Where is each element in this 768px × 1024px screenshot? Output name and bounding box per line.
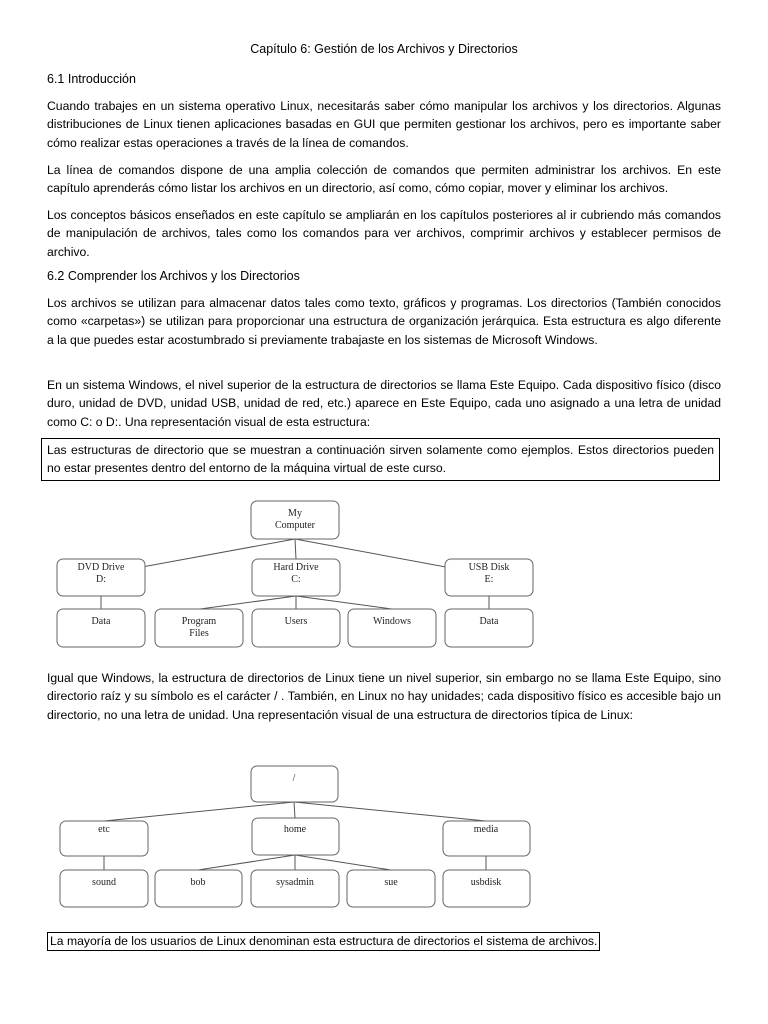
note-box: Las estructuras de directorio que se muestran a continuación sirven solamente como ejemplos. Estos directorios pueden no estar presentes dentro del entorno de la máquina virtual de este curso. <box>41 438 720 481</box>
section-heading-intro: 6.1 Introducción <box>47 72 136 86</box>
label-pf-l1: Program <box>181 616 217 627</box>
label-sound: sound <box>92 877 116 888</box>
label-etc: etc <box>98 824 110 835</box>
paragraph-files-1: Los archivos se utilizan para almacenar datos tales como texto, gráficos y programas. Los directorios (También conocidos como «carpetas») se utilizan para proporcionar una estructura de organización jerárquica. Esta estructura es algo diferente a la que puedes estar acostumbrado si previamente trabajaste en los sistemas de Microsoft Windows. <box>47 296 721 347</box>
label-home: home <box>283 824 307 835</box>
label-usb-data: Data <box>479 616 499 627</box>
edge-hdd-windows <box>296 596 392 609</box>
label-usb-l2: E: <box>484 574 494 585</box>
node-users <box>252 609 340 647</box>
label-sue: sue <box>384 877 398 888</box>
node-linux-root <box>251 766 338 802</box>
label-users: Users <box>284 616 308 627</box>
paragraph-intro-2: La línea de comandos dispone de una amplia colección de comandos que permiten administrar los archivos. En este capítulo aprenderás cómo listar los archivos en un directorio, así como, cómo copiar, mover y eliminar los archivos. <box>47 163 721 196</box>
edge-root-hdd <box>295 539 296 559</box>
label-hdd-l1: Hard Drive <box>273 562 319 573</box>
paragraph-files-2: En un sistema Windows, el nivel superior de la estructura de directorios se llama Este Equipo. Cada dispositivo físico (disco duro, unidad de DVD, unidad USB, unidad de red, etc.) aparece en Este Equipo, cada uno asignado a una letra de unidad como C: o D:. Una representación visual de esta estructura: <box>47 378 721 429</box>
page-title: Capítulo 6: Gestión de los Archivos y Directorios <box>250 42 518 56</box>
label-media: media <box>473 824 499 835</box>
label-pf-l2: Files <box>189 628 209 639</box>
label-root-l2: Computer <box>275 520 315 531</box>
label-linux-root: / <box>292 773 296 784</box>
label-hdd-l2: C: <box>291 574 301 585</box>
node-usb-data <box>445 609 533 647</box>
node-bob <box>155 870 242 907</box>
section-heading-files: 6.2 Comprender los Archivos y los Directorios <box>47 269 300 283</box>
label-bob: bob <box>190 877 206 888</box>
paragraph-intro-3: Los conceptos básicos enseñados en este capítulo se ampliarán en los capítulos posteriores al ir cubriendo más comandos de manipulación de archivos, tales como los comandos para ver archivos, comprimir archivos y establecer permisos de archivo. <box>47 208 721 259</box>
paragraph-files-3: Igual que Windows, la estructura de directorios de Linux tiene un nivel superior, sin embargo no se llama Este Equipo, sino directorio raíz y su símbolo es el carácter / . También, en Linux no hay unidades; cada dispositivo físico es accesible bajo un directorio, no una letra de unidad. Una representación visual de una estructura de directorios típica de Linux: <box>47 671 721 722</box>
node-sue <box>347 870 435 907</box>
label-windows: Windows <box>373 616 411 627</box>
node-usbdisk <box>443 870 530 907</box>
node-sound <box>60 870 148 907</box>
label-dvd-l2: D: <box>96 574 106 585</box>
node-dvd-data <box>57 609 145 647</box>
node-windows <box>348 609 436 647</box>
final-note-box: La mayoría de los usuarios de Linux denominan esta estructura de directorios el sistema de archivos. <box>47 932 600 951</box>
label-dvd-data: Data <box>91 616 111 627</box>
paragraph-intro-1: Cuando trabajes en un sistema operativo Linux, necesitarás saber cómo manipular los archivos y los directorios. Algunas distribuciones de Linux tienen aplicaciones basadas en GUI que permiten gestionar los archivos, pero es importante saber cómo realizar estas operaciones a través de la línea de comandos. <box>47 99 721 150</box>
label-dvd-l1: DVD Drive <box>77 562 125 573</box>
label-sysadmin: sysadmin <box>276 877 314 888</box>
edge-root-home <box>294 802 295 818</box>
edge-home-bob <box>198 855 295 870</box>
label-usb-l1: USB Disk <box>468 562 510 573</box>
label-root-l1: My <box>288 508 302 519</box>
label-usbdisk: usbdisk <box>470 877 502 888</box>
edge-home-sue <box>295 855 391 870</box>
edge-hdd-pf <box>200 596 296 609</box>
node-sysadmin <box>251 870 339 907</box>
